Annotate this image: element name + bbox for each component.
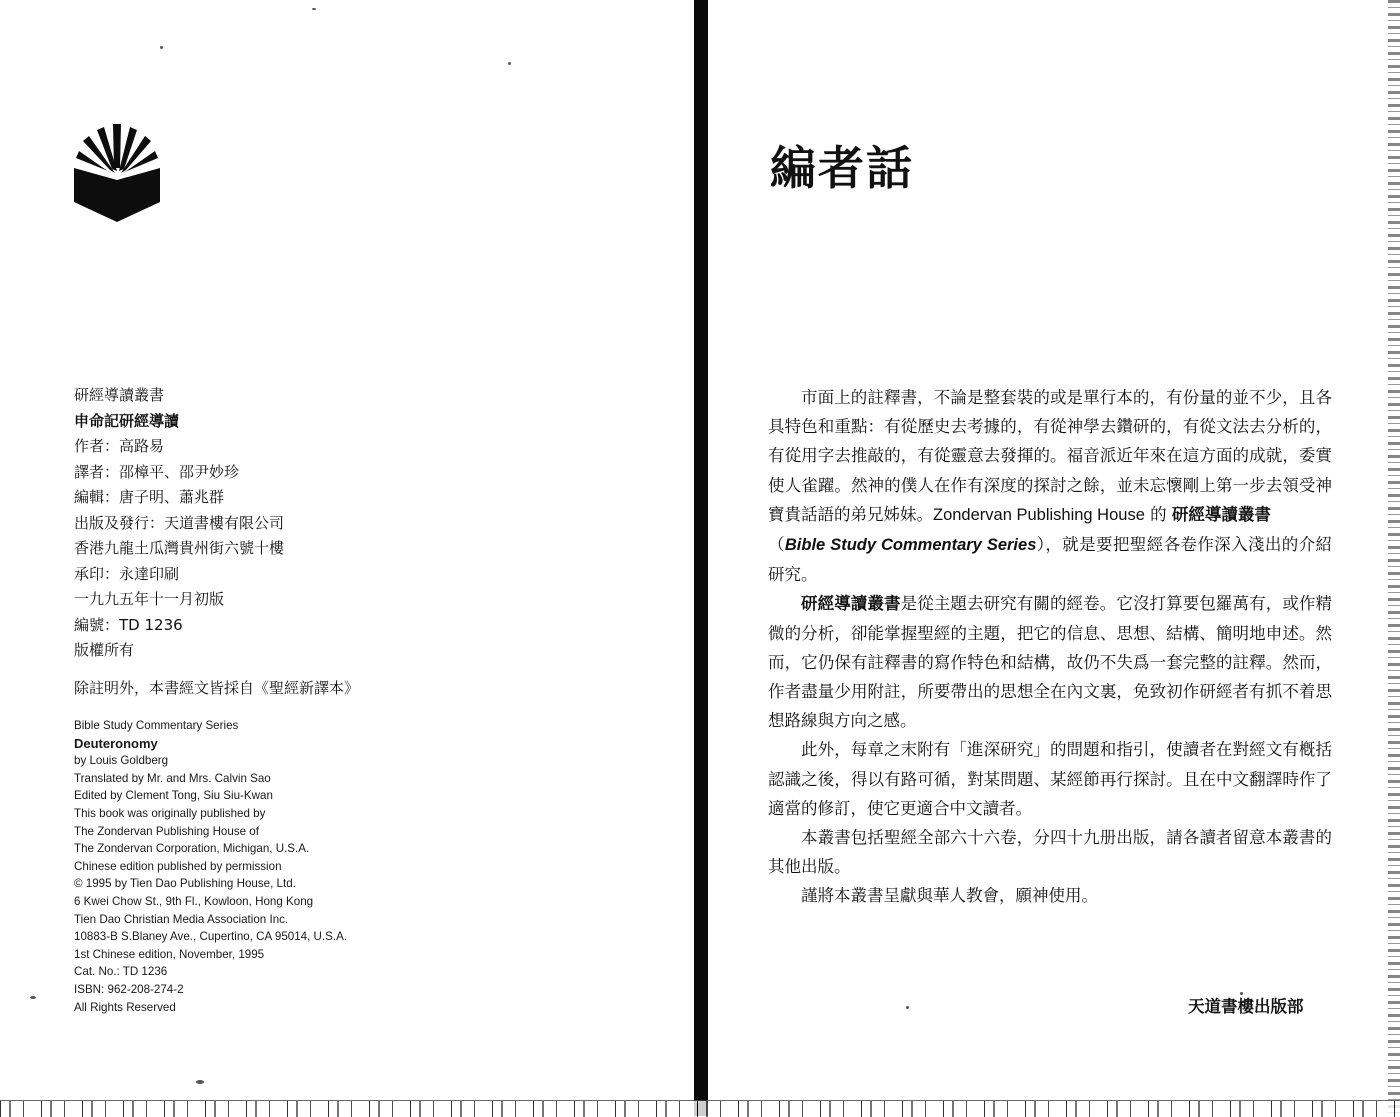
colophon-english-lines	[74, 752, 634, 1016]
publisher-name: Zondervan Publishing House	[933, 505, 1145, 524]
p1-text-b: 就是要把聖經各卷作深入淺出的介紹研究。	[768, 535, 1333, 585]
colophon-en-line: All Rights Reserved	[74, 1000, 176, 1014]
scan-bottom-artifact	[0, 1100, 1400, 1117]
series-name-en-italic: Bible Study Commentary Series	[784, 536, 1037, 555]
book-title-en: Deuteronomy	[74, 735, 158, 751]
preface-paragraph-5: 謹將本叢書呈獻與華人教會，願神使用。	[801, 886, 1098, 906]
copyright-page	[0, 0, 694, 1100]
preface-paragraph-4: 本叢書包括聖經全部六十六卷，分四十九册出版，請各讀者留意本叢書的其他出版。	[768, 828, 1332, 877]
preface-body	[768, 383, 1332, 911]
preface-paragraph-1	[768, 383, 1332, 589]
paren-open: （	[768, 535, 785, 555]
series-name-zh: 研經導讀叢書	[1171, 504, 1271, 524]
colophon-line: 版權所有	[74, 641, 135, 659]
preface-paragraph-2	[768, 589, 1332, 735]
colophon-en-line: © 1995 by Tien Dao Publishing House, Ltd.	[74, 877, 296, 891]
colophon-line: 作者：高路易	[74, 437, 165, 455]
colophon-en-line: The Zondervan Corporation, Michigan, U.S.A.	[74, 842, 310, 856]
colophon-english	[74, 717, 634, 1016]
colophon-line: 編輯：唐子明、蕭兆群	[74, 488, 225, 506]
p1-connector: 的	[1144, 504, 1172, 524]
p1-text-a: 市面上的註釋書，不論是整套裝的或是單行本的，有份量的並不少，且各具特色和重點：有從歷史去考據的，有從神學去鑽研的，有從文法去分析的，有從用字去推敲的，有從靈意去發揮的。福音派近年來在這方面的成就，委實使人雀躍。然神的僕人在作有深度的探討之餘，並未忘懷剛上第一步去領受神寶貴話語的弟兄姊妹。	[768, 388, 1332, 524]
book-gutter	[694, 0, 708, 1116]
scan-speck	[906, 1006, 909, 1009]
colophon-en-line: Tien Dao Christian Media Association Inc.	[74, 912, 289, 926]
colophon-line: 申命記研經導讀	[74, 411, 180, 430]
colophon-en-line: 10883-B S.Blaney Ave., Cupertino, CA 95014, U.S.A.	[74, 930, 348, 944]
paren-close: ），	[1036, 535, 1063, 555]
preface-title: 編者話	[770, 141, 914, 195]
colophon-chinese	[74, 383, 634, 664]
colophon-en-line: by Louis Goldberg	[74, 754, 169, 768]
colophon-line: 出版及發行：天道書樓有限公司	[74, 513, 285, 532]
colophon-line: 香港九龍土瓜灣貴州街六號十樓	[74, 539, 285, 557]
publisher-logo-icon	[74, 124, 160, 222]
scripture-version-note: 除註明外，本書經文皆採自《聖經新譯本》	[74, 679, 360, 697]
series-name-zh-2: 研經導讀叢書	[801, 594, 901, 614]
colophon-en-line: Cat. No.: TD 1236	[74, 965, 168, 979]
colophon-line: 編號：TD 1236	[74, 615, 183, 634]
colophon-en-line: This book was originally published by	[74, 806, 266, 820]
preface-page	[708, 0, 1400, 1100]
colophon-en-line: Chinese edition published by permission	[74, 859, 282, 873]
p2-text: 是從主題去研究有關的經卷。它沒打算要包羅萬有，或作精微的分析，卻能掌握聖經的主題，把它的信息、思想、結構、簡明地申述。然而，它仍保有註釋書的寫作特色和結構，故仍不失爲一套完整的註釋。然而，作者盡量少用附註，所要帶出的思想全在內文裏，免致初作研經者有抓不着思想路線與方向之感。	[768, 594, 1333, 731]
scan-speck	[160, 46, 163, 49]
colophon-line: 承印：永達印刷	[74, 564, 180, 583]
colophon-en-line: Translated by Mr. and Mrs. Calvin Sao	[74, 771, 271, 785]
colophon-line: 一九九五年十一月初版	[74, 590, 225, 608]
scan-speck	[1240, 992, 1243, 995]
scan-speck	[508, 62, 511, 65]
colophon-en-line: The Zondervan Publishing House of	[74, 824, 259, 838]
colophon-line: 譯者：邵樟平、邵尹妙珍	[74, 462, 240, 481]
colophon-line: 研經導讀叢書	[74, 386, 165, 404]
colophon-en-line: 6 Kwei Chow St., 9th Fl., Kowloon, Hong Kong	[74, 894, 314, 908]
preface-paragraph-3: 此外，每章之末附有「進深研究」的問題和指引，使讀者在對經文有槪括認識之後，得以有路可循，對某問題、某經節再行探討。且在中文翻譯時作了適當的修訂，使它更適合中文讀者。	[768, 740, 1332, 818]
scan-speck	[312, 8, 316, 10]
scan-speck	[196, 1080, 204, 1084]
scan-edge-artifact	[1388, 0, 1400, 1116]
colophon-en-line: Edited by Clement Tong, Siu Siu-Kwan	[74, 789, 273, 803]
scan-speck	[30, 996, 36, 999]
colophon-en-line: 1st Chinese edition, November, 1995	[74, 947, 265, 961]
publisher-signature: 天道書樓出版部	[1188, 997, 1304, 1016]
series-name-en: Bible Study Commentary Series	[74, 719, 239, 732]
colophon-en-line: ISBN: 962-208-274-2	[74, 982, 184, 996]
